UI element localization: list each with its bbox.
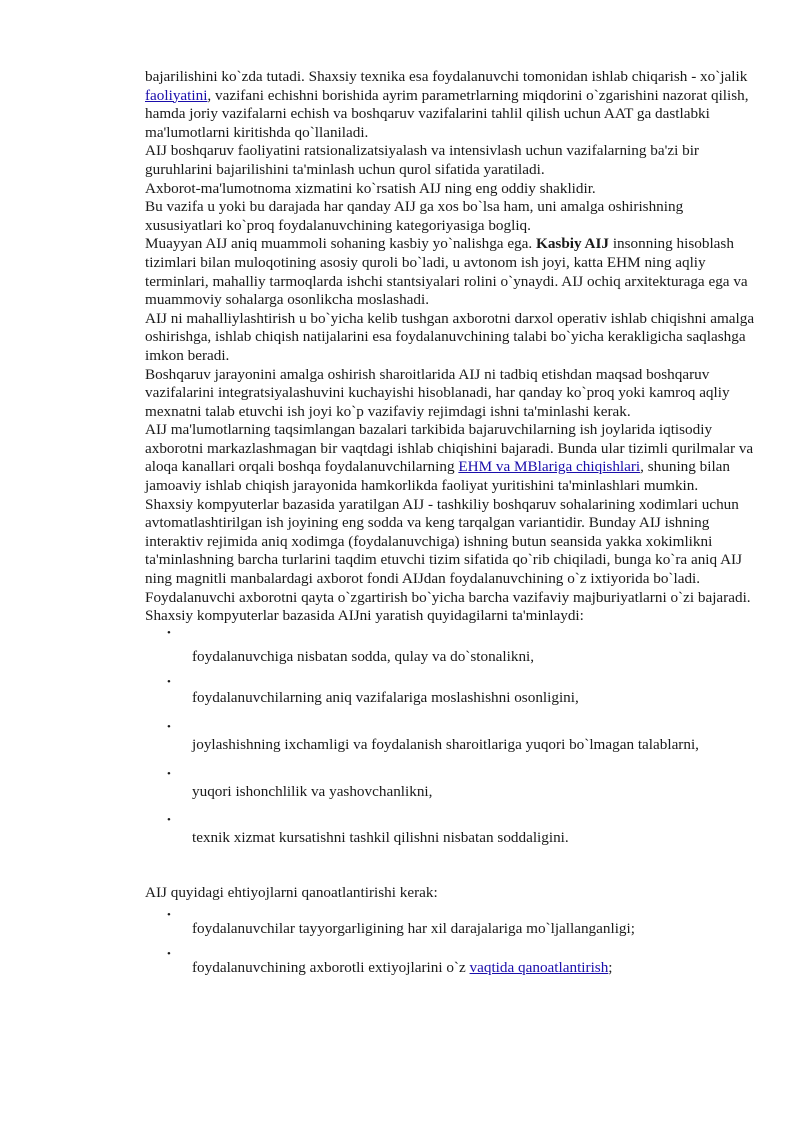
paragraph-11: AIJ quyidagi ehtiyojlarni qanoatlantirishi kerak: <box>145 883 438 901</box>
paragraph-1-text-start: bajarilishini ko`zda tutadi. Shaxsiy texnika esa foydalanuvchi tomonidan ishlab chiqarish - xo`jalik <box>145 68 748 85</box>
faoliyatini-link[interactable]: faoliyatini <box>145 86 208 104</box>
list-item-text: joylashishning ixchamligi va foydalanish sharoitlariga yuqori bo`lmagan talablarni, <box>192 736 699 753</box>
bullet-icon: • <box>167 814 171 827</box>
ehm-mblariga-link[interactable]: EHM va MBlariga chiqishlari <box>458 458 641 476</box>
paragraph-1-text-end: , vazifani echishni borishida ayrim parametrlarning miqdorini o`zgarishini nazorat qilish, hamda joriy vazifalarni echish va boshqaruv vazifalarini tahlil qilish uchun AAT ga dastlabki ma'lumotlarni kiritishda qo`llaniladi. <box>145 86 749 141</box>
list-item <box>145 666 755 708</box>
list-item-text: foydalanuvchilarning aniq vazifalariga moslashishni osonligini, <box>192 689 579 707</box>
list-item-text: foydalanuvchiga nisbatan sodda, qulay va do`stonalikni, <box>192 647 535 665</box>
paragraph-4: Bu vazifa u yoki bu darajada har qanday AIJ ga xos bo`lsa ham, uni amalga oshirishning xususiyatlari ko`proq foydalanuvchining kategoriyasiga bogliq. <box>145 198 684 234</box>
paragraph-5 <box>145 235 755 309</box>
paragraph-5-text-start: Muayyan AIJ aniq muammoli sohaning kasbiy yo`nalishga ega. <box>145 235 537 253</box>
spacer <box>145 848 755 884</box>
list-item <box>145 755 755 802</box>
requirements-list <box>145 626 755 848</box>
paragraph-10: Shaxsiy kompyuterlar bazasida AIJni yaratish quyidagilarni ta'minlaydi: <box>145 607 584 625</box>
paragraph-9: Shaxsiy kompyuterlar bazasida yaratilgan AIJ - tashkiliy boshqaruv sohalarining xodimlari uchun avtomatlashtirilgan ish joyining eng sodda va keng tarqalgan variantidir. Bunday AIJ ishning interaktiv rejimida aniq xodimga (foydalanuvchiga) ishning butun seansida yakka xokimlikni ta'minlashning barcha turlarini taqdim etuvchi tizim sifatida qo`rib chiqiladi, bunga ko`ra aniq AIJ ning magnitli manbalardagi axborot fondi AIJdan foydalanuvchining o`z ixtiyorida bo`ladi. Foydalanuvchi axborotni qayta o`zgartirish bo`yicha barcha vazifaviy majburiyatlarni o`zi bajaradi. <box>145 495 751 606</box>
paragraph-1 <box>145 68 755 142</box>
paragraph-5-text-end: insonning hisoblash tizimlari bilan muloqotining asosiy quroli bo`ladi, u avtonom ish joyi, katta EHM ning aqliy terminlari, mahalliy tarmoqlarda ishchi stantsiyalari rolini o`ynaydi. AIJ ochiq arxitekturaga ega va muammoviy sohalarga osonlikcha moslashadi. <box>145 235 748 309</box>
list-item-text: texnik xizmat kursatishni tashkil qilishni nisbatan soddaligini. <box>192 829 569 847</box>
list-item <box>145 939 755 978</box>
paragraph-8-text-start: AIJ ma'lumotlarning taqsimlangan bazalari tarkibida bajaruvchilarning ish joylarida iqtisodiy axborotni markazlashmagan bir vaqtdagi ishlab chiqishini bajaradi. Bunda ular tizimli qurilmalar va aloqa kanallari orqali boshqa foydalanuvchilarning <box>145 421 754 476</box>
document-page <box>145 68 755 978</box>
paragraph-8 <box>145 421 755 495</box>
bullet-icon: • <box>167 767 171 780</box>
list-item-text: yuqori ishonchlilik va yashovchanlikni, <box>192 782 433 800</box>
bullet-icon: • <box>167 626 171 639</box>
list-item-text-end: ; <box>608 958 613 976</box>
vaqtida-qanoatlantirish-link[interactable]: vaqtida qanoatlantirish <box>469 958 609 976</box>
paragraph-7: Boshqaruv jarayonini amalga oshirish sharoitlarida AIJ ni tadbiq etishdan maqsad boshqaruv vazifalarini integratsiyalashuvini kuchayishi hisoblanadi, har qanday ko`proq yoki kamroq aqliy mexnatni talab etuvchi ish joyi ko`p vazifaviy rejimdagi ishni ta'minlashi kerak. <box>145 365 730 420</box>
list-item <box>145 801 755 848</box>
bullet-icon: • <box>167 721 171 733</box>
list-item <box>145 902 755 939</box>
list-item <box>145 708 755 755</box>
bullet-icon: • <box>167 676 171 689</box>
paragraph-6: AIJ ni mahalliylashtirish u bo`yicha kelib tushgan axborotni darxol operativ ishlab chiqishni amalga oshirishga, ishlab chiqish natijalarini esa foydalanuvchining talabi bo`yicha kerakligicha saqlashga imkon beradi. <box>145 309 755 364</box>
list-item <box>145 626 755 667</box>
list-item-text-start: foydalanuvchining axborotli extiyojlarini o`z <box>192 958 470 976</box>
list-item-text: foydalanuvchilar tayyorgarligining har xil darajalariga mo`ljallanganligi; <box>192 920 635 938</box>
paragraph-2: AIJ boshqaruv faoliyatini ratsionalizatsiyalash va intensivlash uchun vazifalarning ba'zi bir guruhlarini bajarilishini ta'minlash uchun qurol sifatida yaratiladi. <box>145 142 699 178</box>
list-item-text <box>192 947 755 978</box>
bullet-icon: • <box>167 947 171 960</box>
bullet-icon: • <box>167 909 171 922</box>
kasbiy-aij-bold: Kasbiy AIJ <box>536 235 610 253</box>
paragraph-8-text-end: , shuning bilan jamoaviy ishlab chiqish jarayonida hamkorlikda faoliyat yuritishini ta'minlashlari mumkin. <box>145 458 731 495</box>
needs-list <box>145 902 755 977</box>
paragraph-3: Axborot-ma'lumotnoma xizmatini ko`rsatish AIJ ning eng oddiy shaklidir. <box>145 179 596 197</box>
